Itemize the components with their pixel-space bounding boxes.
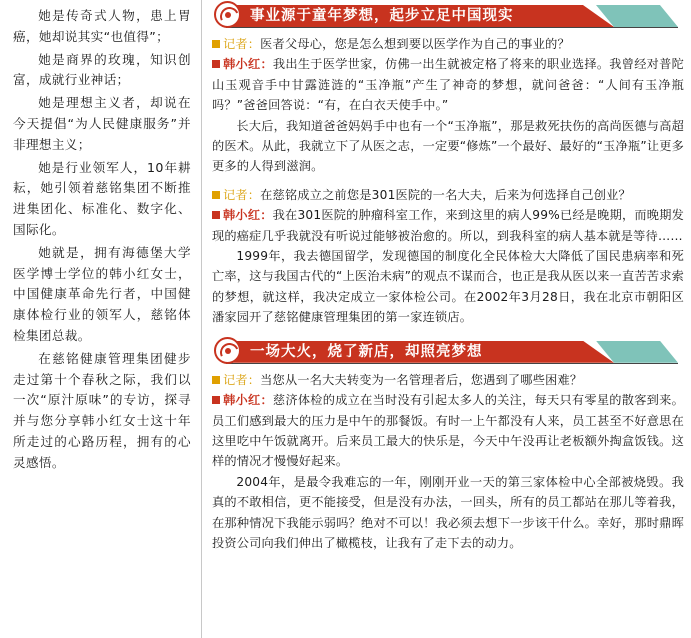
heading-rule	[226, 363, 678, 364]
section-heading: 一场大火，烧了新店，却照亮梦想	[250, 343, 483, 360]
intro-paragraph: 她是行业领军人，10年耕耘，她引领着慈铭集团不断推进集团化、标准化、数字化、国际化。	[13, 159, 191, 237]
intro-paragraph: 她是传奇式人物，患上胃癌，她却说其实“也值得”；	[13, 8, 191, 44]
speaker-reporter: 记者：	[223, 187, 261, 202]
square-bullet-icon	[212, 211, 220, 219]
answer-text: 慈济体检的成立在当时没有引起太多人的关注，每天只有零星的散客到来。员工们感到最大的压力是中午的那餐饭。有时一上午都没有人来，员工甚至不好意思在这里吃中午饭就离开。后来员工最大的快乐是，今天中午没再让老板额外掏盒饭钱。这样的情况才慢慢好起来。	[212, 393, 684, 469]
interviewee-answer	[212, 390, 684, 472]
section-fire-and-dream	[212, 336, 684, 554]
square-bullet-icon	[212, 396, 220, 404]
answer-paragraph: 1999年，我去德国留学，发现德国的制度化全民体检大大降低了国民患病率和死亡率，这与我国古代的“上医治未病”的观点不谋而合，也正是我从医以来一直苦苦求索的梦想，就这样，我决定成立一家体检公司。在2002年3月28日，我在北京市朝阳区潘家园开了慈铭健康管理集团的第一家连锁店。	[212, 249, 684, 325]
reporter-question	[212, 370, 684, 390]
section-heading: 事业源于童年梦想，起步立足中国现实	[250, 8, 514, 24]
speaker-reporter: 记者：	[223, 37, 261, 51]
section-heading-banner	[212, 336, 684, 370]
answer-text: 我出生于医学世家，仿佛一出生就被定格了将来的职业选择。我曾经对普陀山玉观音手中甘露涟涟的“玉净瓶”产生了神奇的梦想，就问爸爸：“人间有玉净瓶吗？”爸爸回答说：“有，在白衣天使手中。”	[212, 57, 684, 113]
answer-paragraph: 长大后，我知道爸爸妈妈手中也有一个“玉净瓶”，那是救死扶伤的高尚医德与高超的医术。从此，我就立下了从医之志，一定要“修炼”一个最好、最好的“玉净瓶”让更多更多的人得到滋润。	[212, 118, 685, 174]
interview-body	[212, 0, 684, 638]
answer-paragraph: 2004年，是最令我难忘的一年，刚刚开业一天的第三家体检中心全部被烧毁。我真的不敢相信，更不能接受，但是没有办法，一回头，所有的员工都站在那儿等着我，在那种情况下我能示弱吗？绝对不可以！我必须去想下一步该干什么。幸好，那时鼎晖投资公司向我们伸出了橄榄枝，让我有了走下去的动力。	[212, 474, 684, 550]
speaker-han-xiaohong: 韩小红：	[223, 393, 273, 408]
reporter-question	[212, 34, 684, 54]
intro-paragraph: 在慈铭健康管理集团健步走过第十个春秋之际，我们以一次“原汁原味”的专访，探寻并与您分享韩小红女士这十年所走过的心路历程，拥有的心灵感悟。	[13, 350, 191, 470]
square-bullet-icon	[212, 40, 220, 48]
interviewee-answer	[212, 54, 684, 115]
square-bullet-icon	[212, 376, 220, 384]
interviewee-answer	[212, 205, 684, 246]
heading-rule	[226, 27, 678, 28]
square-bullet-icon	[212, 191, 220, 199]
question-text: 医者父母心，您是怎么想到要以医学作为自己的事业的？	[260, 37, 570, 51]
speaker-han-xiaohong: 韩小红：	[223, 208, 273, 223]
intro-paragraph: 她是商界的玫瑰，知识创富，成就行业神话；	[13, 51, 191, 88]
square-bullet-icon	[212, 60, 220, 68]
intro-paragraph: 她是理想主义者，却说在今天提倡“为人民健康服务”并非理想主义；	[13, 95, 191, 152]
speaker-han-xiaohong: 韩小红：	[223, 57, 273, 72]
reporter-question	[212, 185, 684, 205]
question-text: 当您从一名大夫转变为一名管理者后，您遇到了哪些困难？	[260, 372, 583, 387]
speaker-reporter: 记者：	[223, 372, 261, 387]
question-text: 在慈铭成立之前您是301医院的一名大夫，后来为何选择自己创业？	[260, 187, 631, 202]
intro-paragraph: 她就是，拥有海德堡大学医学博士学位的韩小红女士，中国健康革命先行者，中国健康体检行业的领军人，慈铭体检集团总裁。	[13, 244, 191, 343]
circular-swirl-emblem-icon	[214, 337, 241, 364]
section-heading-banner	[212, 0, 684, 34]
answer-text: 我在301医院的肿瘤科室工作，来到这里的病人99%已经是晚期，而晚期发现的癌症几乎我就没有听说过能够被治愈的。所以，到我科室的病人基本就是等待……	[212, 208, 684, 243]
circular-swirl-emblem-icon	[214, 1, 241, 28]
section-career-origin	[212, 0, 684, 328]
intro-sidebar	[0, 0, 202, 638]
